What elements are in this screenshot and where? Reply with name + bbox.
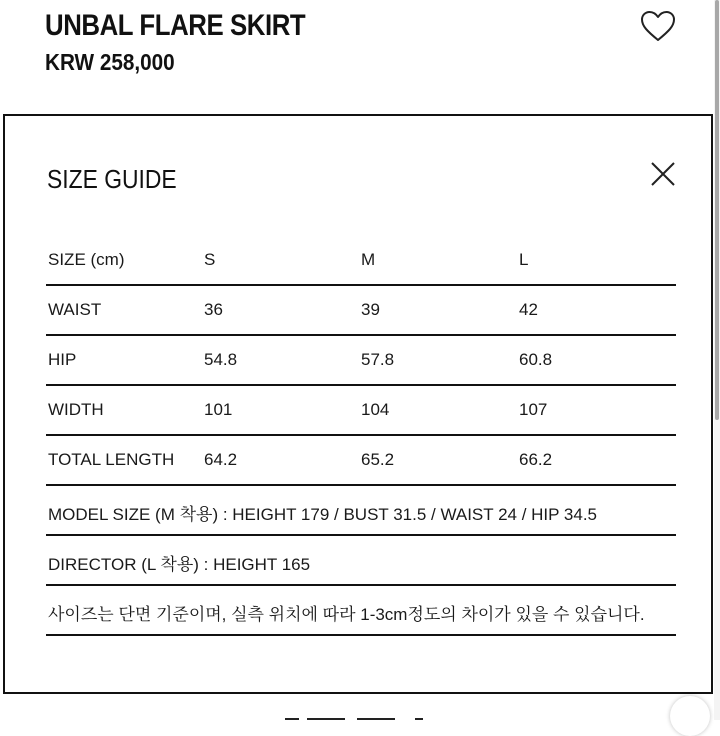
product-price: KRW 258,000 <box>45 49 175 75</box>
table-cell: 42 <box>519 300 538 319</box>
table-row <box>46 286 676 336</box>
row-label: WAIST <box>48 300 102 319</box>
header-cell: SIZE (cm) <box>48 250 125 269</box>
table-cell: 104 <box>361 400 390 419</box>
size-guide-modal <box>3 114 713 694</box>
note-text: DIRECTOR (L 착용) : HEIGHT 165 <box>48 555 311 574</box>
measurement-disclaimer <box>46 586 676 636</box>
table-cell: 36 <box>204 300 223 319</box>
table-cell: 60.8 <box>519 350 553 369</box>
table-row <box>46 436 676 486</box>
table-row <box>46 386 676 436</box>
wishlist-button[interactable] <box>638 8 678 44</box>
close-icon <box>650 161 676 187</box>
row-label: TOTAL LENGTH <box>48 450 175 469</box>
model-size-note <box>46 486 676 536</box>
director-size-note <box>46 536 676 586</box>
header-cell: S <box>204 250 216 269</box>
table-row <box>46 336 676 386</box>
table-cell: 57.8 <box>361 350 395 369</box>
row-label: WIDTH <box>48 400 104 419</box>
table-cell: 66.2 <box>519 450 553 469</box>
table-cell: 64.2 <box>204 450 238 469</box>
table-cell: 65.2 <box>361 450 395 469</box>
table-header-row <box>46 236 676 286</box>
close-button[interactable] <box>647 158 679 190</box>
table-cell: 54.8 <box>204 350 238 369</box>
size-guide-title: SIZE GUIDE <box>47 164 177 194</box>
note-text: MODEL SIZE (M 착용) : HEIGHT 179 / BUST 31.5 / WAIST 24 / HIP 34.5 <box>48 505 597 524</box>
cut-off-section-heading <box>285 712 435 720</box>
note-text: 사이즈는 단면 기준이며, 실측 위치에 따라 1-3cm정도의 차이가 있을 수 있습니다. <box>48 605 645 624</box>
table-cell: 107 <box>519 400 548 419</box>
scrollbar-thumb[interactable] <box>715 0 719 420</box>
page-scrollbar[interactable] <box>714 0 720 720</box>
table-cell: 39 <box>361 300 380 319</box>
header-cell: L <box>519 250 529 269</box>
row-label: HIP <box>48 350 77 369</box>
product-title: UNBAL FLARE SKIRT <box>45 9 306 42</box>
header-cell: M <box>361 250 376 269</box>
floating-action-button[interactable] <box>670 696 710 736</box>
heart-outline-icon <box>639 9 677 43</box>
table-cell: 101 <box>204 400 233 419</box>
size-table <box>46 236 676 636</box>
